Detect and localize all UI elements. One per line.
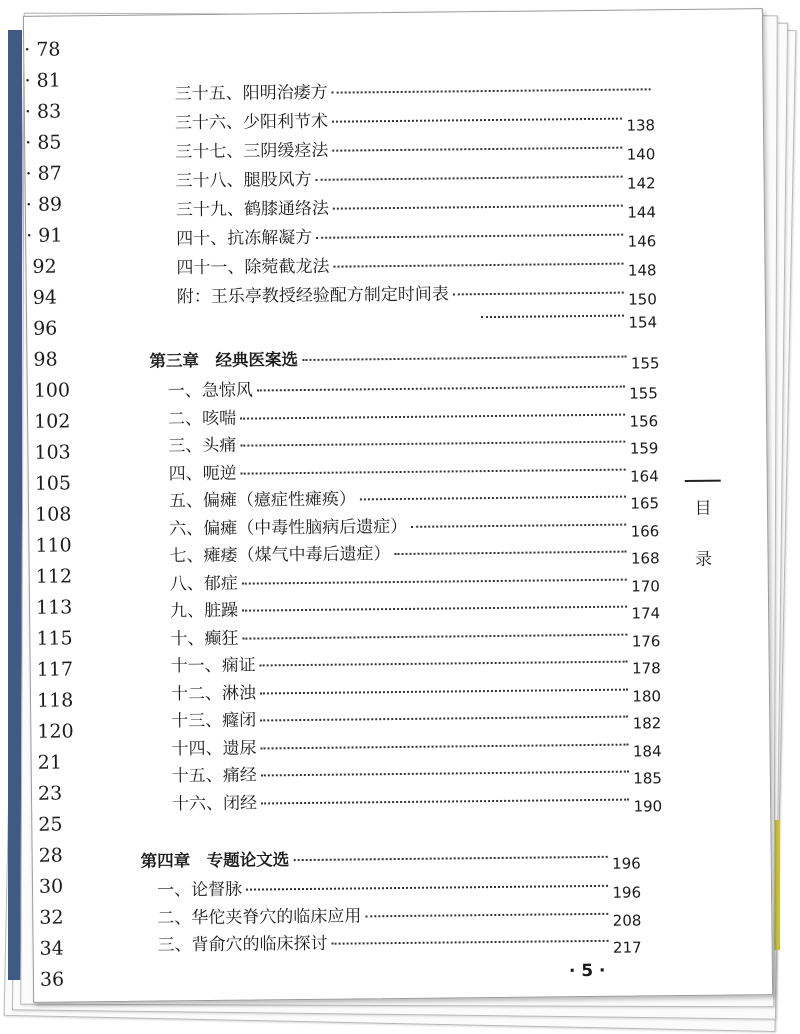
toc-item-page: 176	[631, 631, 661, 651]
toc-item-page: 159	[629, 439, 659, 458]
chapter-heading	[149, 342, 659, 371]
toc-item-page: 166	[630, 521, 660, 541]
toc-item-title: 三、头痛	[168, 435, 237, 457]
toc-row	[175, 161, 655, 191]
left-page-number: 120	[37, 720, 74, 743]
chapter-page: 155	[630, 354, 660, 373]
toc-item-page: 155	[629, 384, 658, 403]
leader-dots	[333, 205, 623, 210]
leader-dots	[240, 413, 625, 419]
toc-item-page: 138	[626, 116, 656, 135]
toc-item-title: 十四、遗尿	[171, 737, 257, 759]
toc-row	[157, 925, 641, 955]
toc-row	[170, 591, 660, 621]
toc-item-page: 150	[628, 290, 657, 309]
toc-row	[172, 784, 662, 814]
toc-item-page: 170	[631, 576, 660, 596]
toc-row	[171, 674, 661, 704]
toc-item-title: 十五、痛经	[171, 765, 257, 787]
leader-dots	[481, 315, 624, 319]
leader-dots	[453, 292, 624, 296]
toc-item-title: 三十八、腿股风方	[175, 169, 312, 192]
toc-item-page: 196	[612, 883, 642, 902]
toc-item-title: 八、郁症	[169, 573, 238, 594]
toc-row	[169, 481, 659, 511]
leader-dots	[302, 356, 627, 361]
leader-dots	[332, 940, 609, 945]
toc-item-title: 四十一、除菀截龙法	[176, 256, 330, 279]
toc-item-title: 三十六、少阳利节术	[174, 111, 329, 134]
toc-row	[169, 536, 659, 566]
toc-item-page: 142	[626, 174, 656, 193]
leader-dots	[261, 743, 629, 749]
toc-item-title: 五、偏瘫（癔症性瘫痪）	[168, 489, 357, 512]
left-page-number: 118	[36, 689, 74, 712]
left-page-number: · 81	[24, 69, 61, 92]
toc-item-page: 174	[631, 604, 661, 623]
left-page-number: 25	[38, 813, 63, 836]
left-page-number: 102	[33, 410, 71, 433]
left-page-number: 94	[32, 286, 58, 309]
page-number: · 5 ·	[568, 960, 606, 982]
toc-row	[175, 103, 655, 133]
toc-row	[157, 898, 641, 928]
left-page-number: 30	[38, 875, 64, 898]
chapter-page: 196	[612, 854, 641, 873]
leader-dots	[260, 688, 628, 694]
toc-row	[168, 454, 658, 484]
left-page-number: 21	[37, 751, 62, 774]
toc-item-title: 二、华佗夹脊穴的临床应用	[157, 905, 362, 929]
toc-item-title: 一、论督脉	[156, 879, 243, 901]
toc-item-page: 144	[627, 203, 657, 222]
leader-dots	[333, 263, 623, 268]
left-page-number: 100	[33, 379, 71, 402]
leader-dots	[240, 441, 625, 447]
leader-dots	[365, 912, 608, 917]
left-page-number: 115	[36, 627, 73, 650]
leader-dots	[246, 885, 608, 891]
chapter-heading	[141, 842, 641, 871]
left-page-number: 117	[36, 658, 74, 681]
left-page-number: 32	[39, 906, 64, 929]
toc-row	[171, 729, 661, 759]
leader-dots	[242, 633, 627, 639]
toc-item-title: 三十七、三阴缓痉法	[175, 140, 329, 163]
toc-item-page: 178	[631, 659, 661, 678]
left-page-number: 98	[33, 348, 58, 371]
toc-item-title: 七、瘫痿（煤气中毒后遗症）	[169, 544, 391, 567]
toc-item-page: 164	[629, 466, 659, 486]
leader-dots	[257, 386, 625, 392]
toc-item-page: 156	[629, 411, 659, 431]
chapter-title: 第四章 专题论文选	[140, 850, 290, 871]
toc-item-page: 182	[632, 714, 662, 733]
toc-item-title: 一、急惊风	[167, 380, 253, 402]
toc-row	[157, 870, 641, 900]
toc-row	[172, 756, 662, 786]
leader-dots	[394, 551, 626, 555]
toc-item-title: 十三、癃闭	[171, 710, 257, 732]
toc-item-page: 208	[612, 910, 642, 930]
leader-dots	[332, 147, 622, 152]
left-page-number: · 87	[25, 162, 62, 185]
toc-item-title: 十、癫狂	[170, 628, 239, 649]
toc-row	[171, 701, 661, 731]
toc-item-title: 三、背俞穴的临床探讨	[157, 933, 328, 956]
toc-item-title: 九、脏躁	[169, 600, 239, 622]
toc-row	[175, 74, 655, 104]
toc-item-page: 140	[626, 145, 656, 164]
leader-dots	[260, 716, 628, 722]
leader-dots	[332, 88, 651, 93]
leader-dots	[332, 118, 622, 123]
toc-item-title: 二、咳喘	[167, 408, 237, 429]
toc-item-page: 146	[627, 232, 657, 251]
side-title	[683, 480, 724, 596]
left-page-number: 113	[35, 596, 73, 619]
left-page-number: 36	[39, 968, 65, 991]
side-title-char: 录	[694, 549, 713, 570]
left-page-number: 103	[34, 441, 71, 464]
leader-dots	[360, 496, 626, 501]
left-page-number: 23	[37, 782, 63, 805]
left-page-number: · 89	[25, 193, 63, 216]
left-page-number: 28	[38, 844, 63, 867]
left-page-number: 108	[34, 503, 72, 526]
left-page-number: · 78	[24, 38, 61, 61]
toc-row	[175, 132, 655, 162]
toc-item-title: 十一、痫证	[170, 655, 256, 677]
left-page-number: 92	[32, 255, 57, 278]
toc-item-page: 148	[627, 261, 657, 280]
toc-row	[168, 371, 658, 401]
toc-row	[171, 646, 661, 676]
toc-item-page: 217	[612, 938, 642, 957]
toc-row	[176, 219, 656, 249]
toc-row	[176, 190, 656, 220]
side-title-rule	[685, 480, 721, 482]
toc-row	[477, 306, 658, 332]
toc-page	[23, 8, 773, 1003]
toc-item-page: 180	[632, 686, 662, 706]
leader-dots	[261, 798, 629, 804]
toc-row	[170, 564, 660, 594]
toc-row	[168, 399, 658, 429]
chapter-title: 第三章 经典医案选	[149, 350, 299, 371]
leader-dots	[316, 176, 623, 181]
leader-dots	[260, 661, 628, 667]
left-page-number: · 91	[26, 224, 63, 247]
toc-item-page: 165	[630, 494, 660, 513]
leader-dots	[261, 771, 629, 777]
toc-item-page: 185	[633, 769, 662, 788]
toc-item-title: 三十五、阳明治痿方	[174, 82, 328, 105]
toc-item-title: 四十、抗冻解凝方	[176, 227, 313, 250]
leader-dots	[241, 468, 626, 474]
leader-dots	[242, 578, 627, 584]
toc-item-page: 190	[633, 796, 663, 816]
left-page-number: 110	[35, 534, 72, 557]
toc-item-title: 十六、闭经	[172, 792, 258, 814]
left-page-number: 34	[39, 937, 64, 960]
leader-dots	[242, 606, 627, 612]
toc-row	[168, 426, 658, 456]
toc-item-page: 154	[628, 313, 658, 332]
left-page-number: 96	[33, 317, 58, 340]
toc-item-title: 六、偏瘫（中毒性脑病后遗症）	[169, 516, 408, 539]
leader-dots	[316, 234, 623, 239]
toc-item-title: 四、呃逆	[168, 463, 237, 484]
left-page-number: 105	[34, 472, 72, 495]
toc-item-title: 十二、淋浊	[170, 682, 257, 704]
leader-dots	[293, 856, 608, 861]
left-page-number: · 85	[25, 131, 62, 154]
left-page-number: 112	[35, 565, 73, 588]
toc-item-title: 三十九、鹤膝通络法	[175, 198, 329, 221]
leader-dots	[411, 523, 626, 527]
toc-row	[176, 248, 656, 278]
toc-row	[170, 619, 660, 649]
left-page-number: · 83	[24, 100, 62, 123]
toc-row	[169, 509, 659, 539]
toc-item-page: 184	[632, 741, 662, 761]
toc-item-page: 168	[630, 549, 660, 568]
toc-item-title: 附：王乐亭教授经验配方制定时间表	[176, 284, 449, 308]
side-title-char: 目	[694, 498, 712, 519]
toc-row	[177, 277, 657, 307]
